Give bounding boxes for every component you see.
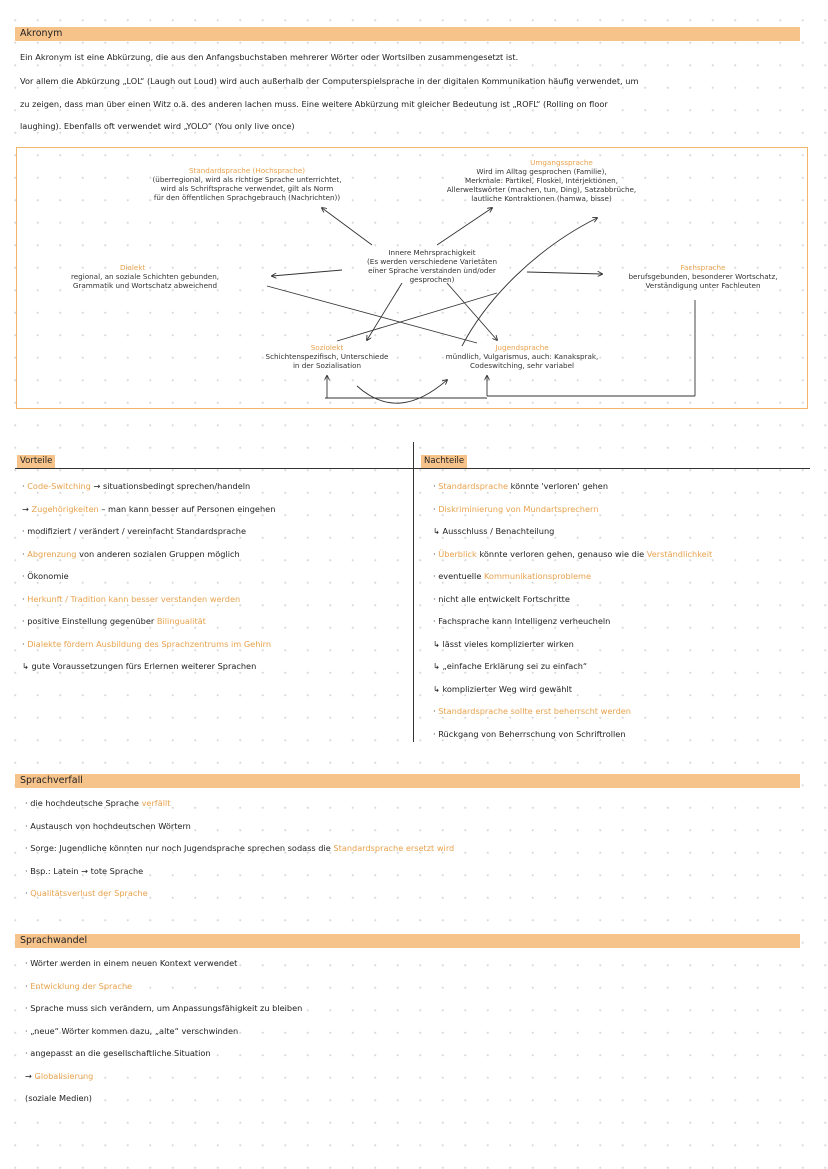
sprachverfall-item-text: Qualitätsverlust der Sprache <box>30 888 148 898</box>
sprachwandel-item <box>25 1048 211 1058</box>
nachteile-item-text: Ausschluss / Benachteilung <box>442 526 555 536</box>
sprachwandel-item-text: Globalisierung <box>34 1070 94 1081</box>
node-innere-mehrsprachigkeit <box>327 248 537 284</box>
sprachwandel-heading: Sprachwandel <box>15 934 800 948</box>
vorteile-item-text: Dialekte fördern Ausbildung des Sprachzentrums im Gehirn <box>27 638 272 649</box>
vorteile-item <box>22 504 275 514</box>
sprachverfall-item-text: · <box>25 865 31 876</box>
sprachverfall-item <box>25 843 454 853</box>
sprachwandel-item <box>25 1071 93 1081</box>
node-center-line: einer Sprache verstanden und/oder <box>368 266 496 275</box>
node-standardsprache-line: für den öffentlichen Sprachgebrauch (Nachrichten)) <box>153 193 341 202</box>
nachteile-item-text: könnte verloren gehen, genauso wie die <box>476 548 647 559</box>
node-standardsprache-line: (überregional, wird als richtige Sprache unterrichtet, <box>152 175 342 184</box>
node-soziolekt-line: in der Sozialisation <box>292 361 362 370</box>
vorteile-item-text: · <box>22 481 28 491</box>
node-fachsprache <box>605 263 801 290</box>
table-divider-horizontal <box>15 468 810 469</box>
nachteile-item <box>433 684 572 694</box>
sprachwandel-item <box>25 958 237 968</box>
sprachverfall-item-text: Bsp.: Latein → tote Sprache <box>30 865 144 876</box>
sprachwandel-item-text: → <box>25 1070 35 1081</box>
nachteile-item <box>433 571 591 581</box>
node-jugendsprache-title: Jugendsprache <box>495 343 549 352</box>
vorteile-item <box>22 571 69 581</box>
nachteile-item <box>433 594 570 604</box>
nachteile-item-text: Diskriminierung von Mundartsprechern <box>438 503 599 514</box>
sprachwandel-item-text: Sprache muss sich verändern, um Anpassungsfähigkeit zu bleiben <box>30 1003 303 1013</box>
node-umgangssprache-line: Merkmale: Partikel, Floskel, Interjektionen, <box>465 176 618 185</box>
nachteile-item-text: Überblick <box>438 548 477 559</box>
vorteile-heading: Vorteile <box>17 455 55 468</box>
sprachverfall-item-text: Sorge: Jugendliche könnten nur noch Jugendsprache sprechen sodass die <box>30 843 334 853</box>
sprachwandel-item-text: Entwicklung der Sprache <box>30 980 133 991</box>
node-soziolekt-title: Soziolekt <box>310 343 344 352</box>
sprachverfall-item-text: Austausch von hochdeutschen Wörtern <box>30 820 191 831</box>
vorteile-item-text: ↳ <box>22 661 32 671</box>
node-standardsprache <box>127 166 367 202</box>
node-fachsprache-line: Verständigung unter Fachleuten <box>645 281 761 290</box>
vorteile-item-text: gute Voraussetzungen fürs Erlernen weiterer Sprachen <box>31 661 257 671</box>
node-center-line: gesprochen) <box>409 275 455 284</box>
vorteile-item-text: Abgrenzung <box>27 548 77 559</box>
nachteile-item <box>433 729 626 739</box>
nachteile-item-text: · <box>433 593 439 604</box>
sprachwandel-item <box>25 981 132 991</box>
sprachwandel-item <box>25 1003 302 1013</box>
vorteile-item-text: · <box>22 616 28 626</box>
nachteile-item-text: nicht alle entwickelt Fortschritte <box>438 593 570 604</box>
sprachverfall-item-text: die hochdeutsche Sprache <box>30 798 142 808</box>
node-jugendsprache-line: Codeswitching, sehr variabel <box>470 361 574 370</box>
akronym-line-4: laughing). Ebenfalls oft verwendet wird „YOLO“ (You only live once) <box>20 121 295 131</box>
nachteile-item-text: könnte 'verloren' gehen <box>508 481 609 491</box>
node-jugendsprache-line: mündlich, Vulgarismus, auch: Kanaksprak, <box>445 352 599 361</box>
vorteile-item-text: Ökonomie <box>27 571 69 581</box>
sprachverfall-item <box>25 866 143 876</box>
vorteile-item-text: Zugehörigkeiten <box>31 503 99 514</box>
vorteile-item <box>22 594 240 604</box>
nachteile-item-text: · <box>433 548 439 559</box>
vorteile-item-text: · <box>22 548 28 559</box>
nachteile-item-text: · <box>433 503 439 514</box>
nachteile-item-text: · <box>433 481 439 491</box>
akronym-line-2: Vor allem die Abkürzung „LOL“ (Laugh out Loud) wird auch außerhalb der Computerspielsprache in der digitalen Kommunikation häufig verwendet, um <box>20 76 639 86</box>
node-fachsprache-title: Fachsprache <box>680 263 726 272</box>
sprachverfall-item-text: Standardsprache ersetzt wird <box>333 843 455 853</box>
nachteile-item-text: Kommunikationsprobleme <box>483 571 592 581</box>
vorteile-item-text: · <box>22 638 28 649</box>
vorteile-item-text: modifiziert / verändert / vereinfacht Standardsprache <box>27 526 247 536</box>
node-standardsprache-line: wird als Schriftsprache verwendet, gilt als Norm <box>160 184 334 193</box>
nachteile-heading: Nachteile <box>421 455 467 468</box>
sprachverfall-item <box>25 798 170 808</box>
sprachwandel-item-text: Wörter werden in einem neuen Kontext verwendet <box>30 958 238 968</box>
nachteile-item-text: komplizierter Weg wird gewählt <box>442 683 572 694</box>
node-dialekt <box>25 263 265 290</box>
nachteile-item <box>433 504 598 514</box>
sprachwandel-item-text: angepasst an die gesellschaftliche Situation <box>30 1048 211 1058</box>
nachteile-item <box>433 639 574 649</box>
nachteile-item-text: ↳ <box>433 683 443 694</box>
nachteile-item-text: „einfache Erklärung sei zu einfach“ <box>442 661 588 671</box>
nachteile-item-text: Verständlichkeit <box>646 548 713 559</box>
sprachwandel-item <box>25 1093 92 1103</box>
sprachwandel-item-text: · <box>25 958 31 968</box>
sprachverfall-item <box>25 821 191 831</box>
sprachverfall-item-text: verfällt <box>141 798 171 808</box>
vorteile-item <box>22 481 250 491</box>
nachteile-item-text: · <box>433 616 439 626</box>
vorteile-item-text: Code-Switching <box>27 481 91 491</box>
vorteile-item-text: · <box>22 593 28 604</box>
nachteile-item-text: ↳ <box>433 661 443 671</box>
vorteile-item-text: – man kann besser auf Personen eingehen <box>98 503 276 514</box>
sprachverfall-item-text: · <box>25 843 31 853</box>
node-umgangssprache-line: Allerweltswörter (machen, tun, Ding), Satzabbrüche, <box>446 185 637 194</box>
node-center-line: (Es werden verschiedene Varietäten <box>366 257 498 266</box>
nachteile-item <box>433 616 610 626</box>
nachteile-item-text: ↳ <box>433 526 443 536</box>
nachteile-item-text: eventuelle <box>438 571 484 581</box>
nachteile-item-text: Standardsprache sollte erst beherrscht werden <box>438 706 631 716</box>
sprachwandel-item-text: · <box>25 1048 31 1058</box>
nachteile-item <box>433 481 608 491</box>
nachteile-item-text: · <box>433 728 439 739</box>
nachteile-item-text: Rückgang von Beherrschung von Schriftrollen <box>438 728 626 739</box>
node-umgangssprache <box>429 158 654 203</box>
sprachwandel-item-text: (soziale Medien) <box>25 1093 92 1103</box>
sprachwandel-item-text: „neue“ Wörter kommen dazu, „alte“ verschwinden <box>30 1025 239 1036</box>
vorteile-item-text: Herkunft / Tradition kann besser verstanden werden <box>27 593 241 604</box>
nachteile-item-text: Standardsprache <box>438 481 509 491</box>
vorteile-item <box>22 639 271 649</box>
node-dialekt-title: Dialekt <box>120 263 146 272</box>
node-jugendsprache <box>422 343 622 370</box>
nachteile-item <box>433 549 712 559</box>
akronym-line-3: zu zeigen, dass man über einen Witz o.ä. des anderen lachen muss. Eine weitere Abkürzung mit gleicher Bedeutung ist „ROFL“ (Rolling on floor <box>20 99 608 109</box>
varieties-diagram <box>16 147 808 409</box>
node-dialekt-line: Grammatik und Wortschatz abweichend <box>72 281 218 290</box>
vorteile-item <box>22 549 240 559</box>
nachteile-item-text: lässt vieles komplizierter wirken <box>442 638 574 649</box>
sprachverfall-heading: Sprachverfall <box>15 774 800 788</box>
node-umgangssprache-title: Umgangssprache <box>530 158 593 167</box>
nachteile-item-text: · <box>433 571 439 581</box>
sprachwandel-item <box>25 1026 238 1036</box>
table-divider-vertical <box>413 442 414 742</box>
sprachwandel-item-text: · <box>25 1025 31 1036</box>
sprachverfall-item-text: · <box>25 820 31 831</box>
node-standardsprache-title: Standardsprache (Hochsprache) <box>188 166 306 175</box>
node-umgangssprache-line: Wird im Alltag gesprochen (Familie), <box>476 167 607 176</box>
node-fachsprache-line: berufsgebunden, besonderer Wortschatz, <box>628 272 778 281</box>
vorteile-item-text: positive Einstellung gegenüber <box>27 616 157 626</box>
nachteile-item-text: ↳ <box>433 638 443 649</box>
sprachverfall-item-text: · <box>25 798 31 808</box>
node-center-title: Innere Mehrsprachigkeit <box>388 248 476 257</box>
node-dialekt-line: regional, an soziale Schichten gebunden, <box>70 272 220 281</box>
sprachwandel-item-text: · <box>25 1003 31 1013</box>
vorteile-item <box>22 616 206 626</box>
sprachverfall-item <box>25 888 148 898</box>
vorteile-item-text: · <box>22 526 28 536</box>
sprachverfall-item-text: · <box>25 888 31 898</box>
nachteile-item-text: · <box>433 706 439 716</box>
vorteile-item <box>22 661 256 671</box>
node-umgangssprache-line: lautliche Kontraktionen (hamwa, bisse) <box>471 194 612 203</box>
vorteile-item-text: von anderen sozialen Gruppen möglich <box>76 548 240 559</box>
vorteile-item-text: → situationsbedingt sprechen/handeln <box>90 481 251 491</box>
node-soziolekt <box>242 343 412 370</box>
sprachwandel-item-text: · <box>25 980 31 991</box>
vorteile-item-text: → <box>22 503 32 514</box>
nachteile-item <box>433 526 554 536</box>
akronym-line-1: Ein Akronym ist eine Abkürzung, die aus den Anfangsbuchstaben mehrerer Wörter oder Wortsilben zusammengesetzt ist. <box>20 52 519 62</box>
vorteile-item <box>22 526 246 536</box>
node-soziolekt-line: Schichtenspezifisch, Unterschiede <box>265 352 389 361</box>
akronym-heading: Akronym <box>15 27 800 41</box>
nachteile-item-text: Fachsprache kann Intelligenz verheucheln <box>438 616 611 626</box>
vorteile-item-text: · <box>22 571 28 581</box>
vorteile-item-text: Bilingualität <box>156 616 206 626</box>
nachteile-item <box>433 706 631 716</box>
nachteile-item <box>433 661 587 671</box>
